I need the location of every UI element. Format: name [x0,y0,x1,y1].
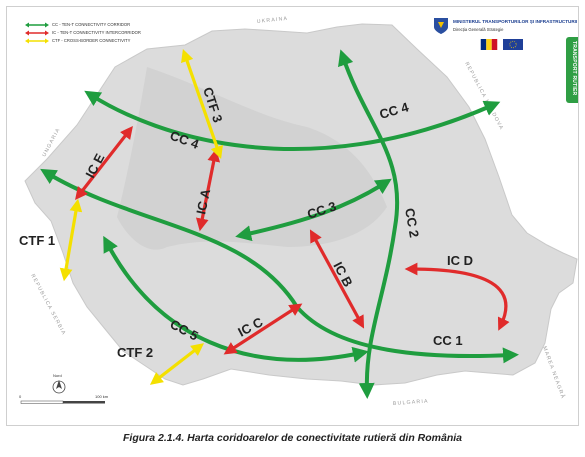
north-label: Nord [53,373,62,378]
legend-item-ctf [25,37,141,45]
scale-zero: 0 [19,394,22,399]
label-cc2: CC 2 [402,206,422,239]
transport-rutier-tab [566,37,578,103]
legend-item-cc [25,21,141,29]
label-ungaria: UNGARIA [41,126,62,158]
map-frame [6,6,579,426]
label-ctf-3: CTF 3 [200,85,226,125]
legend-label: CTF - CROSS-BORDER CONNECTIVITY [52,38,131,43]
label-ic-e: IC E [82,151,108,181]
legend-label: IC - TEN-T CONNECTIVITY INTERCORRIDOR [52,30,141,35]
romania-flag-icon [479,39,499,50]
directorate-name: Direcția Generală Strategie [453,27,504,32]
label-ukraina: UKRAINA [256,15,289,25]
label-bulgaria: BULGARIA [392,398,429,407]
map-legend [25,21,141,45]
side-tab-label: TRANSPORT RUTIER [571,41,577,96]
label-ctf-1: CTF 1 [19,233,56,248]
yellow-arrow-icon [25,38,49,44]
label-marea-neagra: MAREA NEAGRĂ [541,345,566,401]
scale-bar-segment [21,401,63,404]
label-cc1: CC 1 [433,333,463,348]
green-arrow-icon [25,22,49,28]
label-cc3: CC 3 [305,198,339,222]
coat-of-arms-icon [433,17,449,35]
legend-label: CC - TEN-T CONNECTIVITY CORRIDOR [52,22,131,27]
figure-caption: Figura 2.1.4. Harta coridoarelor de conectivitate rutieră din România [122,432,462,444]
label-ic-a: IC A [193,187,214,216]
label-serbia: REPUBLICA SERBIA [29,273,67,337]
romania-map [7,7,579,426]
label-ctf-2: CTF 2 [117,345,154,360]
ministry-header [431,15,578,63]
label-ic-d: IC D [447,253,473,268]
legend-item-ic [25,29,141,37]
red-arrow-icon [25,30,49,36]
eu-flag-icon [503,39,523,50]
scale-100km: 100 km [95,394,109,399]
label-ic-b: IC B [330,259,356,290]
label-ic-c: IC C [235,314,266,340]
label-cc5: CC 5 [167,316,201,344]
label-cc4-east: CC 4 [377,99,411,122]
label-cc4-west: CC 4 [167,127,201,152]
label-moldova: REPUBLICA MOLDOVA [463,61,505,132]
ministry-name: MINISTERUL TRANSPORTURILOR ȘI INFRASTRUCTURII [453,19,578,24]
